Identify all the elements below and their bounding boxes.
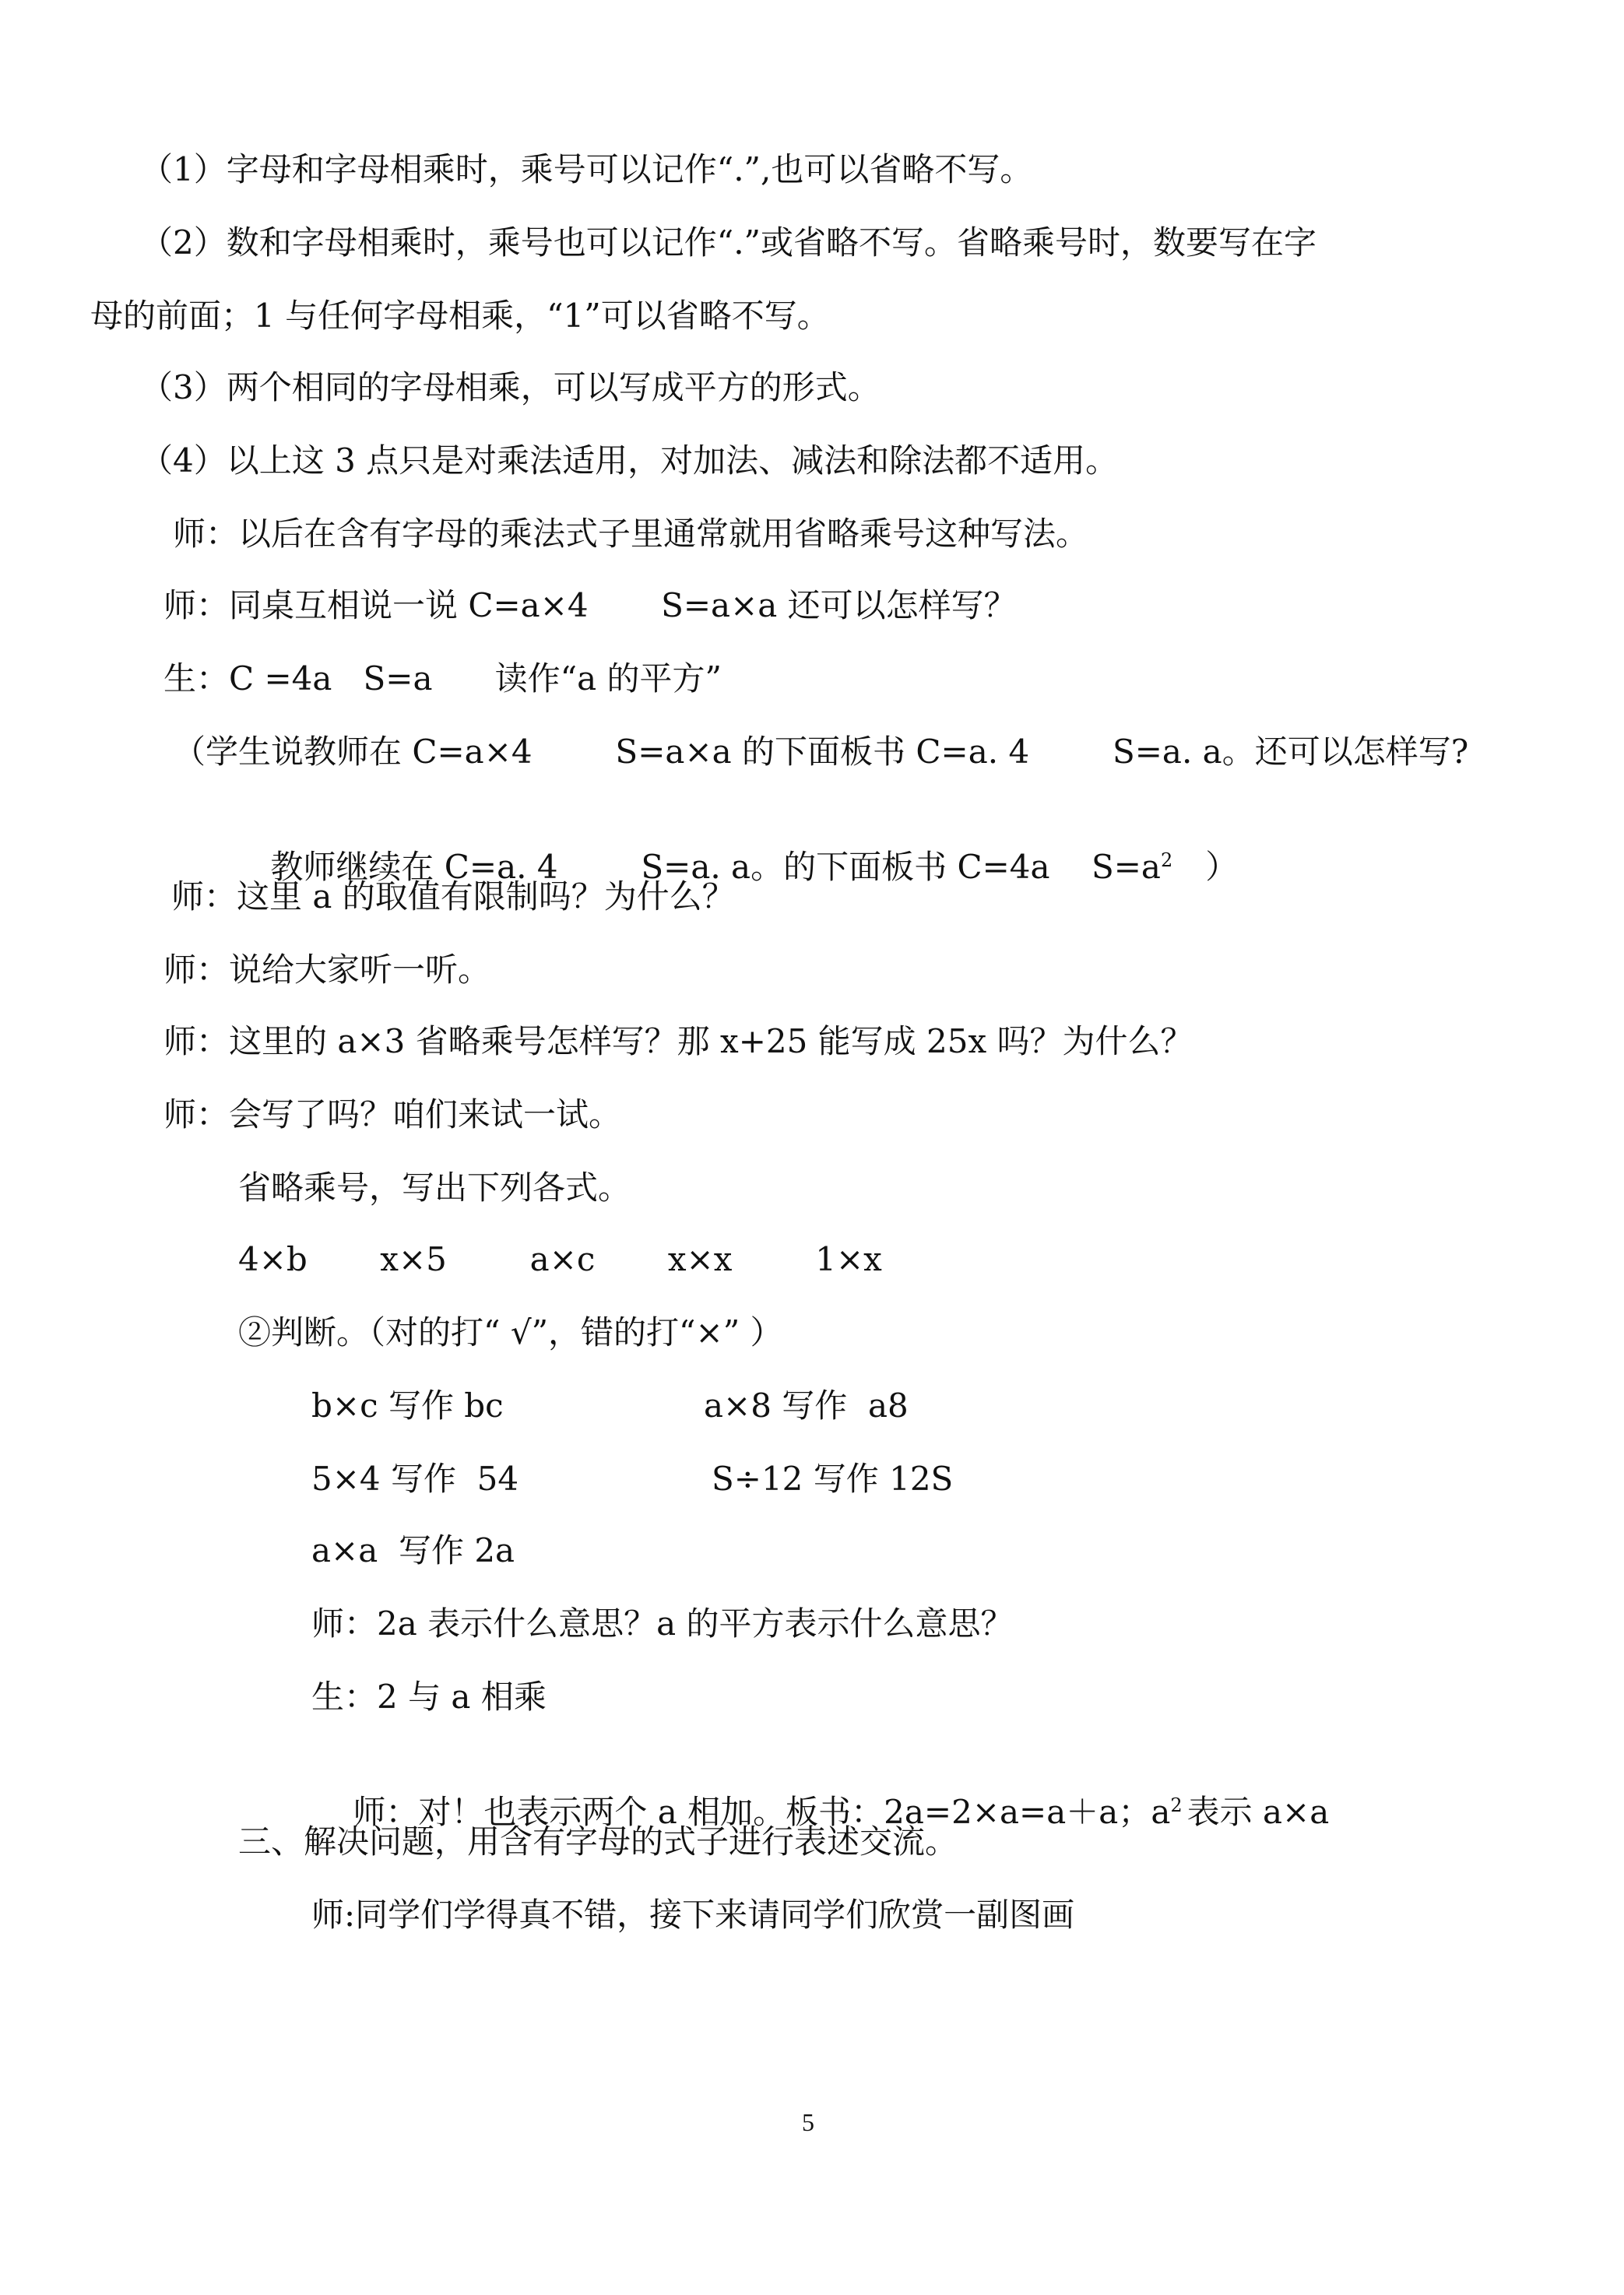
note-line-2-text: 教师继续在 C=a. 4 S=a. a。的下面板书 C=4a S=a bbox=[270, 848, 1161, 886]
superscript-2: 2 bbox=[1160, 849, 1173, 871]
page-number: 5 bbox=[802, 2108, 814, 2136]
teacher-line-7: 师：2a 表示什么意思？a 的平方表示什么意思？ bbox=[311, 1604, 1014, 1643]
teacher-line-4: 师：说给大家听一听。 bbox=[163, 951, 491, 989]
judgment-item-2: a×8 写作 a8 bbox=[704, 1386, 909, 1425]
rule-2-line-1: （2）数和字母相乘时，乘号也可以记作“.”或省略不写。省略乘号时，数要写在字 bbox=[140, 223, 1317, 262]
student-line-2: 生：2 与 a 相乘 bbox=[311, 1678, 547, 1716]
judgment-item-5: a×a 写作 2a bbox=[311, 1531, 515, 1569]
teacher-line-2: 师：同桌互相说一说 C=a×4 S=a×a 还可以怎样写？ bbox=[163, 586, 1017, 624]
rule-1-line: （1）字母和字母相乘时，乘号可以记作“.”,也可以省略不写。 bbox=[140, 150, 1033, 188]
teacher-line-9: 师:同学们学得真不错，接下来请同学们欣赏一副图画 bbox=[311, 1896, 1075, 1934]
rule-2-line-2: 母的前面；1 与任何字母相乘，“1”可以省略不写。 bbox=[90, 297, 830, 335]
judgment-item-3: 5×4 写作 54 bbox=[311, 1460, 519, 1498]
rule-3-line: （3）两个相同的字母相乘，可以写成平方的形式。 bbox=[140, 368, 881, 406]
exercise-instruction: 省略乘号，写出下列各式。 bbox=[238, 1169, 631, 1207]
judgment-title: ②判断。（对的打“ √”，错的打“×” ） bbox=[238, 1313, 783, 1351]
rule-4-line: （4）以上这 3 点只是对乘法适用，对加法、减法和除法都不适用。 bbox=[140, 441, 1119, 480]
exercise-items: 4×b x×5 a×c x×x 1×x bbox=[238, 1240, 882, 1278]
note-line-1: （学生说教师在 C=a×4 S=a×a 的下面板书 C=a. 4 S=a. a。还可以怎样写? bbox=[173, 733, 1469, 771]
teacher-line-3: 师：这里 a 的取值有限制吗？为什么？ bbox=[171, 877, 735, 916]
closing-paren: ） bbox=[1205, 848, 1239, 886]
teacher-line-8-tail: 表示 a×a bbox=[1186, 1793, 1330, 1831]
student-line-1: 生：C =4a S=a 读作“a 的平方” bbox=[163, 659, 722, 698]
teacher-line-6: 师：会写了吗？咱们来试一试。 bbox=[163, 1095, 622, 1133]
section-heading: 三、解决问题，用含有字母的式子进行表述交流。 bbox=[238, 1822, 958, 1861]
superscript-2-second: 2 bbox=[1170, 1794, 1183, 1816]
teacher-line-1: 师：以后在含有字母的乘法式子里通常就用省略乘号这种写法。 bbox=[173, 515, 1089, 553]
teacher-line-5: 师：这里的 a×3 省略乘号怎样写？那 x+25 能写成 25x 吗？为什么？ bbox=[163, 1022, 1193, 1060]
judgment-item-4: S÷12 写作 12S bbox=[712, 1460, 954, 1498]
teacher-line-8-text: 师：对！也表示两个 a 相加。板书：2a=2×a=a＋a；a bbox=[353, 1793, 1171, 1831]
judgment-item-1: b×c 写作 bc bbox=[311, 1386, 504, 1425]
